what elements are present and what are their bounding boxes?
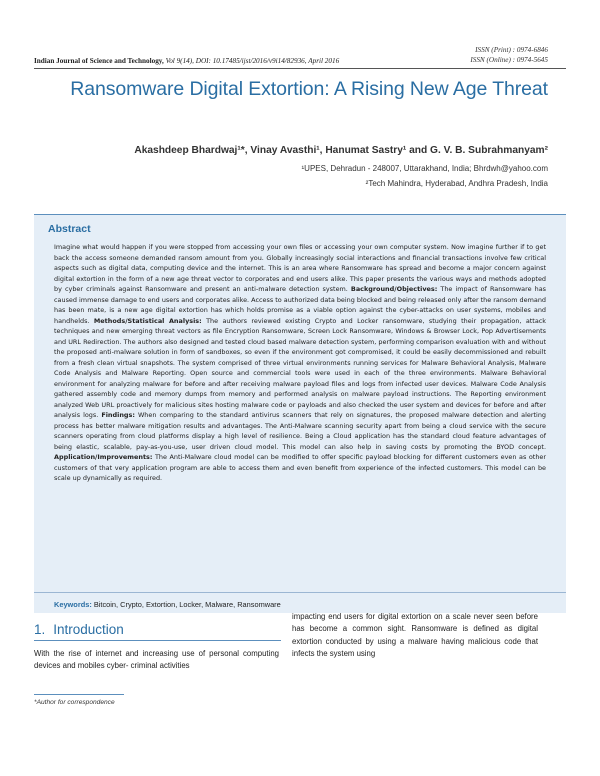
author-list: Akashdeep Bhardwaj¹*, Vinay Avasthi¹, Hanumat Sastry¹ and G. V. B. Subrahmanyam² <box>134 145 548 156</box>
label-methods: Methods/Statistical Analysis: <box>93 316 202 325</box>
keywords-text: Bitcoin, Crypto, Extortion, Locker, Malware, Ransomware <box>93 600 281 609</box>
journal-volume-doi: Vol 9(14), DOI: 10.17485/ijst/2016/v9i14/82936, April 2016 <box>165 57 340 65</box>
abstract-body <box>54 242 546 484</box>
keywords-label: Keywords: <box>54 600 92 609</box>
label-application: Application/Improvements: <box>54 453 153 461</box>
abstract-findings: When comparing to the standard antivirus scanners that rely on signatures, the proposed malware detection and alerting process has better malware mitigation results and advantages. The Anti-Malware scanning security apart from being a cloud service with the secure scanners operating from cloud platforms display a high level of resilience. Being a Cloud application has the standard cloud feature advantages of being elastic, scalable, pay-as-you-use, user driven cloud model. This model can also help in saving costs by promoting the BYOD concept. <box>54 411 547 451</box>
section-heading <box>34 622 124 637</box>
abstract-heading: Abstract <box>48 223 91 235</box>
issn-print: ISSN (Print) : 0974-6846 <box>475 46 548 54</box>
affiliation-1: ¹UPES, Dehradun - 248007, Uttarakhand, India; Bhrdwh@yahoo.com <box>301 164 548 173</box>
journal-name: Indian Journal of Science and Technology, <box>34 57 164 65</box>
abstract-application: The Anti-Malware cloud model can be modified to offer specific payload blocking for different customers even as other customers of that very application program are able to access them and even benefit from experience of the infected customers. This model can be scale up dynamically as required. <box>54 453 547 482</box>
issn-block <box>470 45 548 65</box>
abstract-intro: Imagine what would happen if you were stopped from accessing your own files or accessing your own computer system. Now imagine further if to get back the access someone demanded ransom amount from you. Globally increasingly social interactions and financial transactions involve few critical aspects such as digital data, computing device and the internet. This is an area where Ransomware has spread and become a major concern against digital extortion in the form of a new age threat vector to corporates and end users alike. This paper presents the various ways and methods adopted by cyber criminals against Ransomware and present an anti-malware detection system. <box>54 243 546 293</box>
label-background: Background/Objectives: <box>350 285 438 293</box>
keywords-line <box>54 600 281 609</box>
footnote: *Author for correspondence <box>34 699 115 706</box>
footnote-divider <box>34 694 124 695</box>
header-divider <box>34 68 566 69</box>
issn-online: ISSN (Online) : 0974-5645 <box>470 56 548 64</box>
keywords-divider <box>34 592 566 593</box>
abstract-background: The impact of Ransomware has caused immense damage to end users and corporates alike. Access to authorized data being blocked and being released only after the ransom demand has been mate, is a new age digital extortion has which holds promise as a viable option against the cyber-attacks on user systems, mobiles and handhelds. <box>54 285 546 325</box>
abstract-box <box>34 214 566 613</box>
section-title: Introduction <box>53 622 124 637</box>
abstract-methods: The authors reviewed existing Crypto and Locker ransomware, studying their propagation, attack techniques and new emerging threat vectors as file Encryption Ransomware, Screen Lock Ransomware, Windows & Browser Lock, Pop Advertisements and URL Redirection. The authors also designed and tested cloud based malware detection system, performing comparison evaluation with and without the proposed anti-malware solution in form of sandboxes, so even if the environment got compromised, it could be easily decommissioned and rebuilt from a fresh clean virtual snapshots. The system comprised of three virtual environments running services for Malware Behavioral Analysis, Malware Code Analysis and Malware Reporting. Open source and commercial tools were used in each of the three environments. Malware Behavioral environment for analyzing malware for before and after receiving malware payload files and logs from infected user devices. Malware Code Analysis gathered assembly code and memory dumps from memory and performed analysis on malware payload instructions. The Reporting environment analyzed Web URL proactively for malicious sites hosting malware code or payloads and also checked the user system and devices for before and after analysis logs. <box>54 316 547 419</box>
paper-title: Ransomware Digital Extortion: A Rising New Age Threat <box>70 78 548 100</box>
section-divider <box>34 640 281 641</box>
body-column-left: With the rise of internet and increasing use of personal computing devices and mobiles cyber- criminal activities <box>34 649 279 671</box>
label-findings: Findings: <box>101 411 135 419</box>
body-column-right: impacting end users for digital extortion on a scale never seen before has become a common sight. Ransomware is defined as digital extortion conducted by using a malware having malicious code that infects the system using <box>292 612 538 658</box>
journal-citation <box>34 57 404 65</box>
affiliation-2: ²Tech Mahindra, Hyderabad, Andhra Pradesh, India <box>365 179 548 188</box>
section-number: 1. <box>34 622 46 637</box>
